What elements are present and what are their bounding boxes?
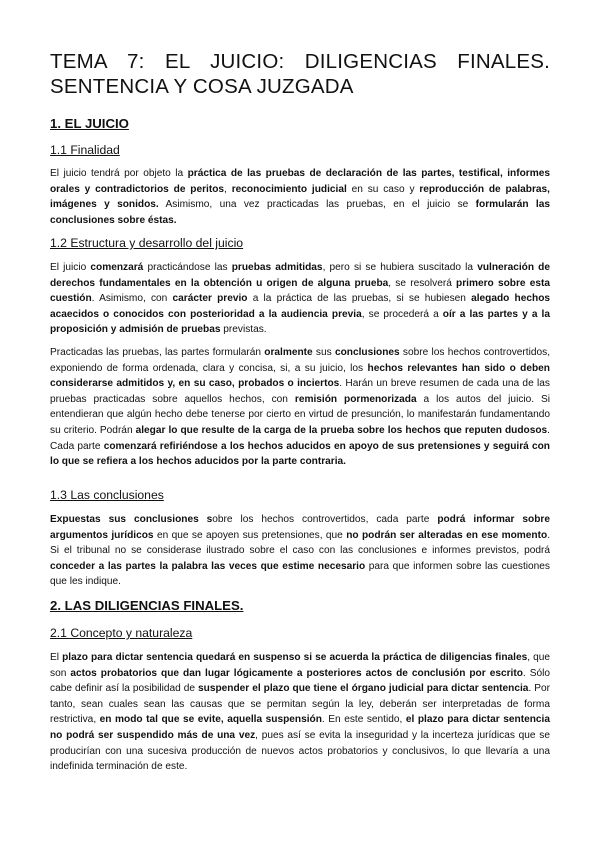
emphasis-text: alegar lo que resulte de la carga de la prueba sobre los hechos que reputen dudosos [135, 424, 548, 436]
body-text: previstas. [220, 324, 267, 336]
emphasis-text: reconocimiento judicial [231, 183, 347, 195]
body-text: sus [312, 347, 335, 358]
paragraph-estructura-2 [50, 345, 550, 470]
paragraph-estructura-1 [50, 260, 550, 338]
emphasis-text: conceder a las partes la palabra las veces que estime necesario [50, 560, 366, 572]
emphasis-text: plazo para dictar sentencia quedará en suspenso si se acuerda la práctica de diligencias finales [62, 652, 528, 663]
body-text: , que son [50, 652, 551, 679]
emphasis-text: carácter previo [172, 293, 248, 305]
emphasis-text: en modo tal que se evite, aquella suspensión [99, 714, 322, 726]
body-text: . Cada parte [50, 424, 550, 452]
body-text: sobre los hechos controvertidos, exponiendo de forma ordenada, clara y concisa, si, a su juicio, los [50, 347, 551, 374]
document-title: TEMA 7: EL JUICIO: DILIGENCIAS FINALES. SENTENCIA Y COSA JUZGADA [50, 50, 550, 98]
emphasis-text: el plazo para dictar sentencia no podrá ser suspendido más de una vez [50, 714, 550, 741]
body-text: a la práctica de las pruebas, si se hubiesen [247, 293, 472, 305]
body-text: El juicio [50, 262, 91, 273]
emphasis-text: suspender el plazo que tiene el órgano judicial para dictar sentencia [198, 683, 529, 695]
body-text: para que informen sobre las cuestiones que les indique. [50, 560, 550, 588]
emphasis-text: remisión pormenorizada [294, 393, 417, 405]
section-heading-el-juicio: 1. EL JUICIO [50, 116, 129, 131]
emphasis-text: formularán las conclusiones sobre éstas. [50, 199, 550, 226]
emphasis-text: hechos relevantes han sido o deben considerarse admitidos y, en su caso, probados o inciertos [50, 362, 550, 390]
body-text: en que se apoyen sus pretensiones, que [153, 529, 347, 541]
body-text: , pero si se hubiera suscitado la [322, 262, 478, 273]
emphasis-text: oralmente [264, 347, 313, 358]
body-text: Asimismo, una vez practicadas las pruebas, en el juicio se [158, 199, 476, 211]
emphasis-text: comenzará refiriéndose a los hechos aducidos en apoyo de sus pretensiones y seguirá con lo que se refiera a los hechos aducidos por la parte contraria. [50, 440, 550, 468]
emphasis-text: primero sobre esta cuestión [50, 277, 550, 305]
body-text: , [224, 183, 232, 195]
body-text: obre los hechos controvertidos, cada parte [212, 514, 438, 525]
body-text: . Sólo cabe definir así la posibilidad de [50, 667, 550, 695]
body-text: practicándose las [143, 262, 232, 273]
emphasis-text: alegado hechos acaecidos o conocidos con posterioridad a la audiencia previa [50, 293, 551, 320]
body-text: . Asimismo, con [91, 293, 173, 305]
body-text: , se procederá a [361, 308, 443, 320]
emphasis-text: actos probatorios que dan lugar lógicamente a posteriores actos de conclusión por escrito [70, 667, 523, 679]
section-heading-diligencias-finales: 2. LAS DILIGENCIAS FINALES. [50, 598, 244, 613]
subsection-heading-concepto: 2.1 Concepto y naturaleza [50, 626, 193, 640]
emphasis-text: oír a las partes y a la proposición y admisión de pruebas [50, 308, 550, 336]
paragraph-concepto [50, 650, 550, 775]
body-text: , se resolverá [388, 277, 457, 289]
emphasis-text: reproducción de palabras, imágenes y sonidos. [50, 183, 550, 211]
body-text: . Si el tribunal no se considerase ilustrado sobre el caso con las conclusiones e informes previstos, podrá [50, 529, 551, 557]
body-text: a los autos del juicio. Si entendieran que algún hecho debe tenerse por cierto en virtud de presunción, lo manifestarán fundamentando su criterio. Podrán [50, 393, 551, 436]
emphasis-text: no podrán ser alteradas en ese momento [346, 529, 548, 541]
emphasis-text: vulneración de derechos fundamentales en la obtención u origen de alguna prueba [50, 262, 550, 289]
emphasis-text: práctica de las pruebas de declaración de las partes, testifical, informes orales y contradictorios de peritos [50, 168, 550, 195]
body-text: . En este sentido, [321, 714, 406, 726]
body-text: Practicadas las pruebas, las partes formularán [50, 347, 265, 358]
subsection-heading-finalidad: 1.1 Finalidad [50, 143, 120, 157]
emphasis-text: Expuestas sus conclusiones s [50, 514, 213, 525]
body-text: , pues así se evita la inseguridad y la incerteza jurídicas que se producirían con una sucesiva producción de nuevos actos probatorios y conclusivos, lo que llevaría a una indefinida terminación de este. [50, 729, 550, 773]
paragraph-conclusiones [50, 512, 550, 590]
subsection-heading-conclusiones: 1.3 Las conclusiones [50, 488, 164, 502]
body-text: . Harán un breve resumen de cada una de las pruebas practicadas sobre aquellos hechos, con [50, 378, 550, 405]
body-text: El [50, 652, 63, 663]
paragraph-finalidad [50, 166, 550, 228]
emphasis-text: podrá informar sobre argumentos jurídicos [50, 514, 550, 541]
body-text: en su caso y [346, 183, 420, 195]
emphasis-text: conclusiones [334, 347, 400, 358]
body-text: El juicio tendrá por objeto la [50, 168, 188, 179]
subsection-heading-estructura: 1.2 Estructura y desarrollo del juicio [50, 236, 244, 250]
body-text: . Por tanto, sean cuales sean las causas que se permitan según la ley, deberán ser interpretadas de forma restrictiva, [50, 683, 550, 726]
emphasis-text: pruebas admitidas [231, 262, 323, 273]
emphasis-text: comenzará [90, 262, 144, 273]
